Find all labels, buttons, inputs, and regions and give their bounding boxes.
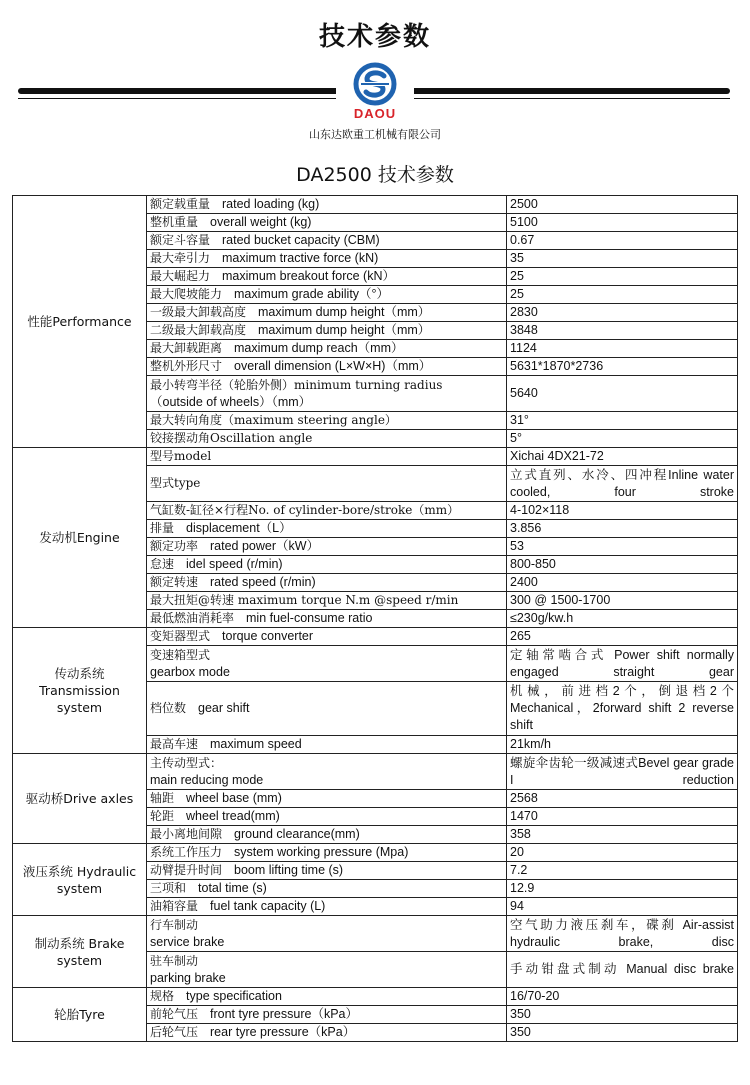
parameter-name-en: maximum tractive force (kN) [222,251,379,265]
parameter-cell [147,520,507,538]
parameter-name-zh: 最大崛起力 [150,269,211,283]
parameter-value: 350 [507,1024,738,1042]
parameter-value: 16/70-20 [507,988,738,1006]
parameter-value: 35 [507,250,738,268]
parameter-cell [147,916,507,952]
parameter-value: 3.856 [507,520,738,538]
parameter-name-en: overall weight (kg) [210,215,312,229]
parameter-value: 定轴常啮合式 Power shift normally engaged straight gear [507,646,738,682]
spec-table [12,195,738,1042]
section-category: 轮胎Tyre [13,988,147,1042]
parameter-cell [147,430,507,448]
parameter-name-en: gearbox mode [150,664,230,679]
parameter-cell [147,952,507,988]
parameter-cell [147,610,507,628]
parameter-name-en: （outside of wheels）（mm） [150,394,312,409]
parameter-name-zh: 油箱容量 [150,899,199,913]
parameter-name-en: rear tyre pressure（kPa） [210,1025,356,1039]
parameter-value: 1470 [507,808,738,826]
parameter-cell [147,304,507,322]
table-row [13,628,738,646]
parameter-name-zh: 最大爬坡能力 [150,287,223,301]
parameter-name-en: maximum speed [210,737,302,751]
parameter-name-zh: 额定转速 [150,575,199,589]
parameter-value: 手动钳盘式制动 Manual disc brake [507,952,738,988]
parameter-cell [147,592,507,610]
parameter-name-zh: 变速箱型式 [150,647,211,662]
parameter-name-en: maximum breakout force (kN） [222,269,395,283]
parameter-cell [147,1006,507,1024]
parameter-name-zh: 型号model [150,449,212,463]
section-category: 性能Performance [13,196,147,448]
parameter-name-en: system working pressure (Mpa) [234,845,409,859]
parameter-name-en: fuel tank capacity (L) [210,899,326,913]
parameter-name-zh: 额定载重量 [150,197,211,211]
parameter-value: 21km/h [507,736,738,754]
left-thin-rule [18,98,336,99]
table-row [13,844,738,862]
parameter-name-en: rated loading (kg) [222,197,320,211]
parameter-value: 立式直列、水冷、四冲程Inline water cooled, four stroke [507,466,738,502]
parameter-name-zh: 后轮气压 [150,1025,199,1039]
parameter-value: 5640 [507,376,738,412]
parameter-name-en: wheel tread(mm) [186,809,280,823]
parameter-name-en: maximum dump reach（mm） [234,341,404,355]
parameter-name-zh: 二级最大卸载高度 [150,323,247,337]
table-row [13,988,738,1006]
parameter-value: 800-850 [507,556,738,574]
parameter-cell [147,466,507,502]
parameter-name-en: wheel base (mm) [186,791,282,805]
section-category: 制动系统 Brake system [13,916,147,988]
parameter-cell [147,502,507,520]
parameter-name-en: rated speed (r/min) [210,575,316,589]
table-row [13,916,738,952]
parameter-value: 20 [507,844,738,862]
left-rule [18,88,336,94]
section-category: 发动机Engine [13,448,147,628]
parameter-name-en: maximum dump height（mm） [258,305,431,319]
parameter-cell [147,574,507,592]
parameter-value: 25 [507,268,738,286]
parameter-cell [147,844,507,862]
parameter-name-en: ground clearance(mm) [234,827,360,841]
parameter-cell [147,754,507,790]
table-row [13,754,738,790]
parameter-name-en: rated power（kW） [210,539,320,553]
parameter-cell [147,448,507,466]
parameter-cell [147,232,507,250]
parameter-value: 5° [507,430,738,448]
section-category: 驱动桥Drive axles [13,754,147,844]
parameter-value: 螺旋伞齿轮一级减速式Bevel gear grade I reduction [507,754,738,790]
parameter-name-zh: 最大扭矩@转速 maximum torque N.m @speed r/min [150,593,459,607]
parameter-value: 5631*1870*2736 [507,358,738,376]
parameter-value: ≤230g/kw.h [507,610,738,628]
parameter-value: 2568 [507,790,738,808]
parameter-name-zh: 轴距 [150,791,175,805]
parameter-cell [147,556,507,574]
parameter-value: 4-102×118 [507,502,738,520]
parameter-name-zh: 最大转向角度（maximum steering angle） [150,413,397,427]
parameter-name-en: type specification [186,989,282,1003]
parameter-value: 5100 [507,214,738,232]
parameter-name-zh: 整机外形尺寸 [150,359,223,373]
parameter-name-zh: 型式type [150,476,201,490]
parameter-value: 31° [507,412,738,430]
parameter-name-en: idel speed (r/min) [186,557,283,571]
parameter-name-en: displacement（L） [186,521,292,535]
parameter-name-zh: 前轮气压 [150,1007,199,1021]
parameter-value: 25 [507,286,738,304]
parameter-name-en: front tyre pressure（kPa） [210,1007,358,1021]
parameter-name-en: maximum grade ability（°） [234,287,390,301]
parameter-name-zh: 规格 [150,989,175,1003]
parameter-cell [147,268,507,286]
parameter-cell [147,898,507,916]
parameter-value: 300 @ 1500-1700 [507,592,738,610]
parameter-name-en: rated bucket capacity (CBM) [222,233,380,247]
parameter-cell [147,628,507,646]
parameter-name-en: total time (s) [198,881,267,895]
parameter-cell [147,790,507,808]
parameter-cell [147,682,507,736]
parameter-cell [147,646,507,682]
parameter-name-en: gear shift [198,701,250,715]
parameter-value: 12.9 [507,880,738,898]
section-category: 传动系统 Transmission system [13,628,147,754]
parameter-name-zh: 一级最大卸载高度 [150,305,247,319]
parameter-name-zh: 系统工作压力 [150,845,223,859]
parameter-value: 空气助力液压刹车，碟刹 Air-assist hydraulic brake, disc [507,916,738,952]
parameter-cell [147,1024,507,1042]
page-title: 技术参数 [318,22,431,52]
parameter-name-zh: 变矩器型式 [150,629,211,643]
parameter-cell [147,250,507,268]
parameter-name-zh: 最大卸载距离 [150,341,223,355]
table-row [13,448,738,466]
parameter-name-zh: 排量 [150,521,175,535]
parameter-name-zh: 三项和 [150,881,187,895]
parameter-value: 机械，前进档2个，倒退档2个 Mechanical，2forward shift 2 reverse shift [507,682,738,736]
parameter-value: 350 [507,1006,738,1024]
parameter-value: 0.67 [507,232,738,250]
table-row [13,196,738,214]
right-thin-rule [414,98,730,99]
parameter-cell [147,862,507,880]
parameter-name-en: overall dimension (L×W×H)（mm） [234,359,432,373]
parameter-name-zh: 额定斗容量 [150,233,211,247]
parameter-value: 2830 [507,304,738,322]
parameter-value: 3848 [507,322,738,340]
parameter-name-en: service brake [150,934,225,949]
parameter-name-zh: 最小转弯半径（轮胎外侧）minimum turning radius [150,377,443,392]
parameter-name-en: boom lifting time (s) [234,863,344,877]
parameter-name-en: torque converter [222,629,314,643]
parameter-name-en: parking brake [150,970,226,985]
parameter-cell [147,376,507,412]
parameter-name-zh: 最低燃油消耗率 [150,611,235,625]
parameter-cell [147,988,507,1006]
parameter-cell [147,826,507,844]
parameter-name-zh: 铰接摆动角Oscillation angle [150,431,313,445]
parameter-name-zh: 怠速 [150,557,175,571]
parameter-name-zh: 气缸数-缸径×行程No. of cylinder-bore/stroke（mm） [150,503,460,517]
document-title: DA2500 技术参数 [296,164,454,186]
parameter-cell [147,358,507,376]
parameter-cell [147,214,507,232]
parameter-name-en: maximum dump height（mm） [258,323,431,337]
parameter-value: 53 [507,538,738,556]
parameter-cell [147,808,507,826]
parameter-name-en: min fuel-consume ratio [246,611,373,625]
parameter-cell [147,538,507,556]
company-logo-icon [353,62,397,106]
parameter-value: 2500 [507,196,738,214]
parameter-value: 94 [507,898,738,916]
parameter-cell [147,340,507,358]
parameter-name-zh: 整机重量 [150,215,199,229]
parameter-cell [147,412,507,430]
parameter-name-zh: 最高车速 [150,737,199,751]
parameter-cell [147,286,507,304]
parameter-cell [147,322,507,340]
parameter-name-zh: 动臂提升时间 [150,863,223,877]
parameter-name-zh: 档位数 [150,701,187,715]
parameter-cell [147,736,507,754]
section-category: 液压系统 Hydraulic system [13,844,147,916]
parameter-name-zh: 主传动型式： [150,755,223,770]
parameter-name-en: main reducing mode [150,772,264,787]
parameter-name-zh: 行车制动 [150,917,199,932]
parameter-name-zh: 最大牵引力 [150,251,211,265]
parameter-value: 265 [507,628,738,646]
parameter-cell [147,196,507,214]
company-name: 山东达欧重工机械有限公司 [309,128,441,141]
parameter-name-zh: 最小离地间隙 [150,827,223,841]
parameter-value: 358 [507,826,738,844]
parameter-name-zh: 驻车制动 [150,953,199,968]
parameter-value: 2400 [507,574,738,592]
parameter-value: 1124 [507,340,738,358]
right-rule [414,88,730,94]
parameter-value: 7.2 [507,862,738,880]
parameter-name-zh: 轮距 [150,809,175,823]
parameter-value: Xichai 4DX21-72 [507,448,738,466]
logo-wordmark: DAOU [353,106,397,121]
parameter-name-zh: 额定功率 [150,539,199,553]
parameter-cell [147,880,507,898]
